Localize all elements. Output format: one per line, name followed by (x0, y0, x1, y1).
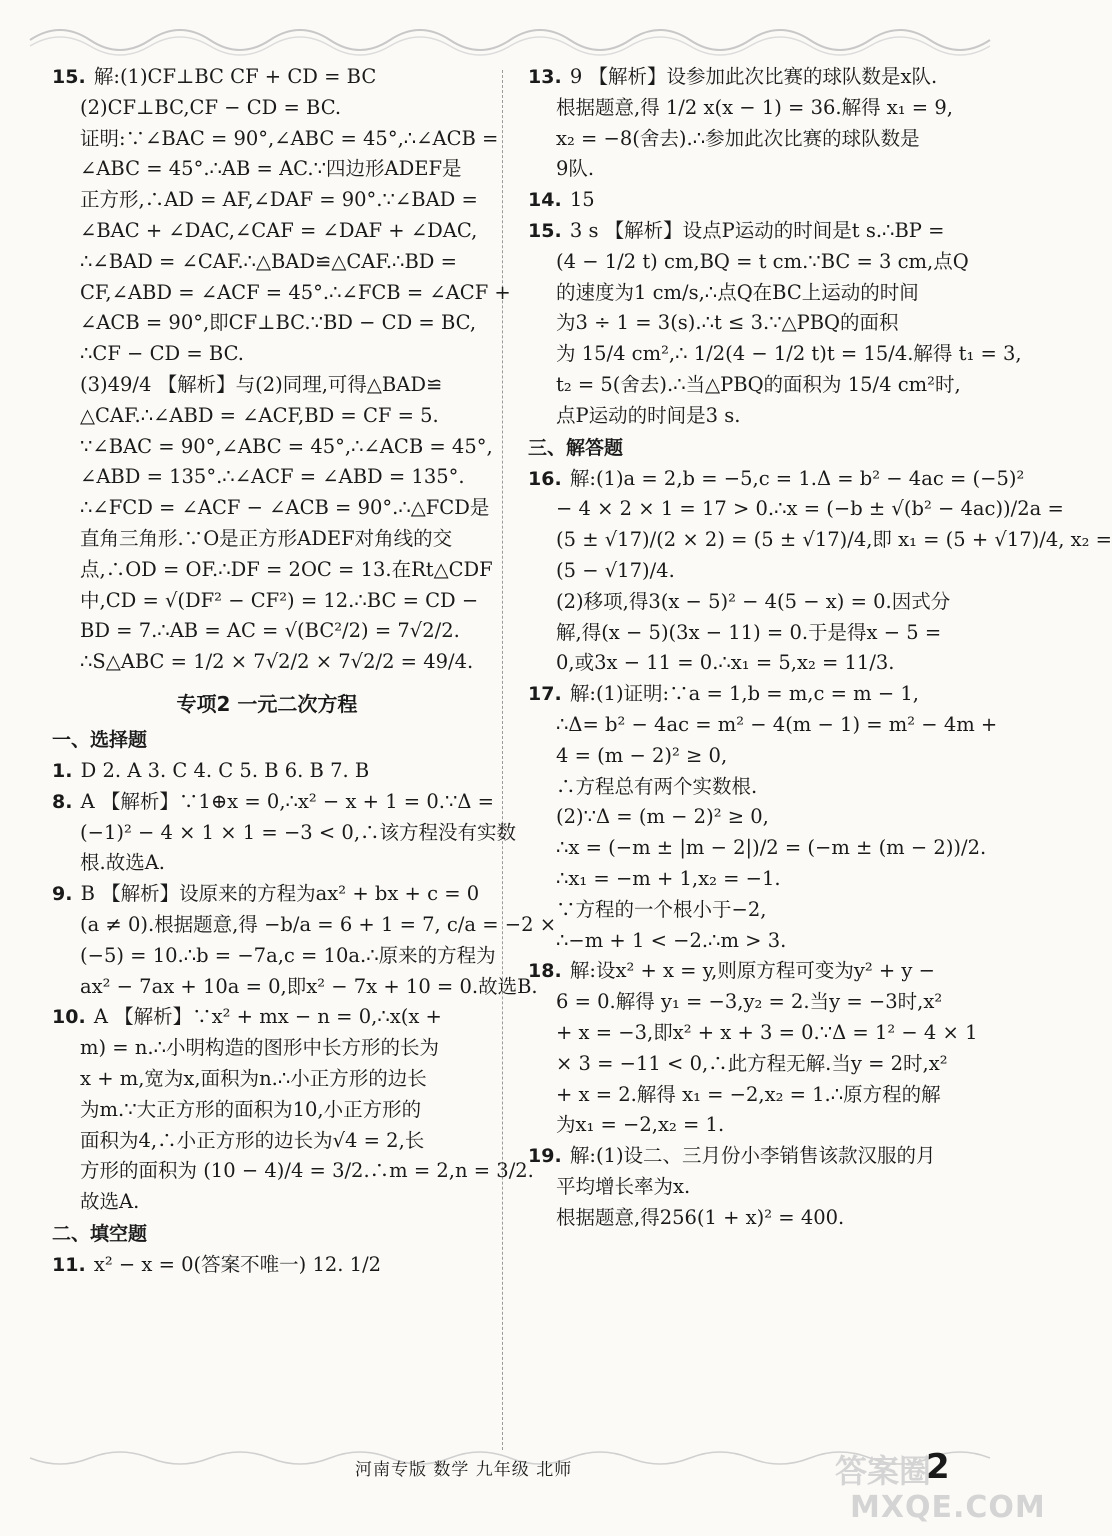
line-text: 解:(1)CF⊥BC CF + CD = BC (87, 65, 377, 88)
line-text: ∴方程总有两个实数根. (556, 774, 758, 798)
text-line (52, 1095, 482, 1126)
question-line (528, 185, 958, 216)
line-text: t₂ = 5(舍去).∴当△PBQ的面积为 15/4 cm²时, (556, 372, 961, 396)
line-text: (2)∵Δ = (m − 2)² ≥ 0, (556, 805, 769, 829)
question-line (528, 464, 1025, 495)
line-text: 6 = 0.解得 y₁ = −3,y₂ = 2.当y = −3时,x² (556, 990, 943, 1014)
line-text: △CAF.∴∠ABD = ∠ACF,BD = CF = 5. (80, 403, 439, 427)
text-line (528, 247, 969, 278)
line-text: ∴−m + 1 < −2.∴m > 3. (556, 928, 787, 952)
line-text: (a ≠ 0).根据题意,得 −b/a = 6 + 1 = 7, c/a = −2 × (80, 912, 557, 936)
question-number: 19. (528, 1145, 562, 1168)
text-line (528, 1110, 958, 1141)
line-text: ∴∠FCD = ∠ACF − ∠ACB = 90°.∴△FCD是 (80, 496, 490, 520)
text-line (528, 556, 958, 587)
question-number: 15. (528, 219, 562, 242)
text-line (52, 910, 557, 941)
question-number: 1. (52, 759, 73, 782)
line-text: 解:(1)证明:∵a = 1,b = m,c = m − 1, (563, 682, 919, 706)
text-line (52, 216, 482, 247)
question-number: 15. (52, 66, 86, 88)
section-heading: 一、选择题 (52, 728, 148, 751)
line-text: 为m.∵大正方形的面积为10,小正方形的 (80, 1097, 422, 1121)
text-line (528, 741, 958, 772)
text-line (528, 1203, 958, 1234)
watermark-logo: 答案圈 (835, 1452, 932, 1490)
line-text: A 【解析】∵x² + mx − n = 0,∴x(x + (87, 1005, 442, 1029)
text-line (52, 247, 482, 278)
line-text: 解:(1)设二、三月份小李销售该款汉服的月 (563, 1144, 936, 1168)
line-text: (2)移项,得3(x − 5)² − 4(5 − x) = 0.因式分 (556, 589, 951, 613)
text-line (528, 802, 958, 833)
text-line (528, 987, 958, 1018)
text-line (52, 972, 538, 1003)
line-text: (−1)² − 4 × 1 × 1 = −3 < 0,∴该方程没有实数 (80, 820, 517, 844)
text-line (52, 401, 482, 432)
text-line (52, 586, 482, 617)
line-text: x + m,宽为x,面积为n.∴小正方形的边长 (80, 1066, 427, 1090)
line-text: 中,CD = √(DF² − CF²) = 12.∴BC = CD − (80, 588, 479, 612)
text-line (52, 524, 482, 555)
line-text: ∠ABC = 45°.∴AB = AC.∵四边形ADEF是 (80, 157, 462, 181)
question-line (528, 956, 958, 987)
question-line (528, 216, 958, 247)
line-text: x² − x = 0(答案不唯一) 12. 1/2 (87, 1252, 382, 1276)
line-text: B 【解析】设原来的方程为ax² + bx + c = 0 (74, 882, 480, 906)
line-text: 15 (563, 188, 595, 212)
question-number: 18. (528, 960, 562, 983)
line-text: ∴x₁ = −m + 1,x₂ = −1. (556, 866, 781, 890)
text-line (52, 93, 482, 124)
line-text: 3 s 【解析】设点P运动的时间是t s.∴BP = (563, 218, 945, 242)
line-text: m) = n.∴小明构造的图形中长方形的长为 (80, 1036, 439, 1060)
question-line (52, 1250, 482, 1281)
line-text: + x = −3,即x² + x + 3 = 0.∵Δ = 1² − 4 × 1 (556, 1020, 978, 1044)
line-text: − 4 × 2 × 1 = 17 > 0.∴x = (−b ± √(b² − 4ac))/2a = (556, 497, 1064, 521)
line-text: 4 = (m − 2)² ≥ 0, (556, 743, 728, 767)
line-text: 为3 ÷ 1 = 3(s).∴t ≤ 3.∵△PBQ的面积 (556, 311, 899, 335)
footer-label: 河南专版 数学 九年级 北师 (355, 1460, 573, 1480)
text-line (528, 1049, 958, 1080)
line-text: 根.故选A. (80, 851, 165, 875)
question-number: 10. (52, 1006, 86, 1029)
decorative-top-border (0, 0, 1021, 58)
line-text: 的速度为1 cm/s,∴点Q在BC上运动的时间 (556, 280, 919, 304)
line-text: ∵∠BAC = 90°,∠ABC = 45°,∴∠ACB = 45°, (80, 434, 493, 458)
watermark-url: MXQE.COM (850, 1490, 1046, 1525)
line-text: ax² − 7ax + 10a = 0,即x² − 7x + 10 = 0.故选B. (80, 974, 538, 998)
question-number: 17. (528, 683, 562, 706)
text-line (52, 1156, 534, 1187)
question-number: 13. (528, 66, 562, 88)
question-number: 14. (528, 189, 562, 212)
question-line (52, 62, 482, 93)
text-line (52, 1126, 482, 1157)
question-line (528, 62, 958, 93)
text-line (52, 124, 499, 155)
line-text: 0,或3x − 11 = 0.∴x₁ = 5,x₂ = 11/3. (556, 651, 895, 675)
line-text: 直角三角形.∵O是正方形ADEF对角线的交 (80, 526, 453, 550)
line-text: 点P运动的时间是3 s. (556, 403, 741, 427)
text-line (528, 1172, 958, 1203)
text-line (528, 895, 958, 926)
line-text: A 【解析】∵1⊕x = 0,∴x² − x + 1 = 0.∵Δ = (74, 789, 494, 813)
line-text: 根据题意,得256(1 + x)² = 400. (556, 1205, 845, 1229)
question-number: 8. (52, 790, 73, 813)
text-line (528, 833, 987, 864)
text-line (52, 616, 482, 647)
question-line (52, 756, 482, 787)
text-line (52, 462, 482, 493)
line-text: ∠BAC + ∠DAC,∠CAF = ∠DAF + ∠DAC, (80, 218, 478, 242)
text-line (528, 864, 958, 895)
text-line (52, 1187, 482, 1218)
text-line (52, 308, 482, 339)
question-line (528, 1141, 958, 1172)
line-text: ∠ACB = 90°,即CF⊥BC.∵BD − CD = BC, (80, 311, 477, 335)
text-line (528, 370, 961, 401)
question-number: 11. (52, 1253, 86, 1276)
text-line (528, 618, 958, 649)
line-text: 根据题意,得 1/2 x(x − 1) = 36.解得 x₁ = 9, (556, 95, 953, 119)
line-text: 为 15/4 cm²,∴ 1/2(4 − 1/2 t)t = 15/4.解得 t₁ = 3, (556, 342, 1022, 366)
text-line (528, 710, 998, 741)
line-text: ∴S△ABC = 1/2 × 7√2/2 × 7√2/2 = 49/4. (80, 650, 474, 674)
line-text: + x = 2.解得 x₁ = −2,x₂ = 1.∴原方程的解 (556, 1082, 941, 1106)
text-line (52, 370, 482, 401)
question-number: 16. (528, 467, 562, 490)
line-text: 为x₁ = −2,x₂ = 1. (556, 1113, 725, 1137)
text-line (52, 185, 482, 216)
line-text: (3)49/4 【解析】与(2)同理,可得△BAD≌ (80, 372, 443, 396)
text-line (528, 124, 958, 155)
text-line (528, 1080, 958, 1111)
text-line (528, 278, 958, 309)
line-text: x₂ = −8(舍去).∴参加此次比赛的球队数是 (556, 126, 920, 150)
line-text: D 2. A 3. C 4. C 5. B 6. B 7. B (74, 758, 370, 782)
text-line (52, 493, 490, 524)
question-number: 9. (52, 883, 73, 906)
text-line (528, 494, 1064, 525)
text-line (528, 926, 958, 957)
text-line (528, 1018, 978, 1049)
line-text: 方形的面积为 (10 − 4)/4 = 3/2.∴m = 2,n = 3/2. (80, 1159, 534, 1183)
text-line (528, 772, 958, 803)
line-text: (2)CF⊥BC,CF − CD = BC. (80, 95, 342, 119)
page-number: 2 (926, 1447, 950, 1487)
line-text: × 3 = −11 < 0,∴此方程无解.当y = 2时,x² (556, 1051, 948, 1075)
line-text: ∴CF − CD = BC. (80, 342, 244, 366)
text-line (528, 339, 1022, 370)
line-text: ∵方程的一个根小于−2, (556, 897, 767, 921)
question-line (52, 787, 494, 818)
question-line (52, 1002, 482, 1033)
line-text: 9队. (556, 157, 595, 181)
text-line (52, 647, 482, 678)
line-text: ∴∠BAD = ∠CAF.∴△BAD≌△CAF.∴BD = (80, 249, 457, 273)
text-line (52, 1064, 482, 1095)
line-text: (−5) = 10.∴b = −7a,c = 10a.∴原来的方程为 (80, 943, 496, 967)
question-line (52, 879, 482, 910)
text-line (528, 587, 958, 618)
text-line (52, 154, 482, 185)
section-title: 专项2 一元二次方程 (176, 691, 358, 716)
line-text: ∴x = (−m ± |m − 2|)/2 = (−m ± (m − 2))/2. (556, 836, 987, 860)
text-line (52, 1033, 482, 1064)
line-text: (5 ± √17)/(2 × 2) = (5 ± √17)/4,即 x₁ = (5 + √17)/4, x₂ = (556, 528, 1112, 552)
line-text: (4 − 1/2 t) cm,BQ = t cm.∵BC = 3 cm,点Q (556, 249, 969, 273)
text-line (52, 278, 511, 309)
line-text: 解:设x² + x = y,则原方程可变为y² + y − (563, 959, 935, 983)
line-text: 解:(1)a = 2,b = −5,c = 1.Δ = b² − 4ac = (−5)² (563, 466, 1025, 490)
line-text: ∠ABD = 135°.∴∠ACF = ∠ABD = 135°. (80, 465, 465, 489)
line-text: 9 【解析】设参加此次比赛的球队数是x队. (563, 65, 938, 88)
line-text: 解,得(x − 5)(3x − 11) = 0.于是得x − 5 = (556, 620, 942, 644)
section-heading: 三、解答题 (528, 436, 624, 459)
text-line (52, 339, 482, 370)
text-line (52, 941, 496, 972)
line-text: 正方形,∴AD = AF,∠DAF = 90°.∵∠BAD = (80, 188, 478, 212)
line-text: 证明:∵∠BAC = 90°,∠ABC = 45°,∴∠ACB = (80, 126, 499, 150)
line-text: BD = 7.∴AB = AC = √(BC²/2) = 7√2/2. (80, 619, 460, 643)
line-text: 故选A. (80, 1190, 140, 1214)
line-text: 平均增长率为x. (556, 1174, 691, 1198)
text-line (528, 401, 958, 432)
line-text: (5 − √17)/4. (556, 558, 675, 582)
text-line (52, 848, 482, 879)
text-line (528, 525, 1112, 556)
text-line (528, 154, 958, 185)
right-column (528, 62, 1112, 1233)
line-text: CF,∠ABD = ∠ACF = 45°.∴∠FCB = ∠ACF + (80, 280, 511, 304)
line-text: 点,∴OD = OF.∴DF = 2OC = 13.在Rt△CDF (80, 557, 493, 581)
text-line (528, 93, 958, 124)
text-line (528, 308, 958, 339)
text-line (528, 648, 958, 679)
text-line (52, 555, 493, 586)
text-line (52, 818, 517, 849)
section-heading: 二、填空题 (52, 1222, 148, 1245)
question-line (528, 679, 958, 710)
line-text: ∴Δ= b² − 4ac = m² − 4(m − 1) = m² − 4m + (556, 712, 998, 736)
text-line (52, 432, 493, 463)
line-text: 面积为4,∴小正方形的边长为√4 = 2,长 (80, 1128, 425, 1152)
